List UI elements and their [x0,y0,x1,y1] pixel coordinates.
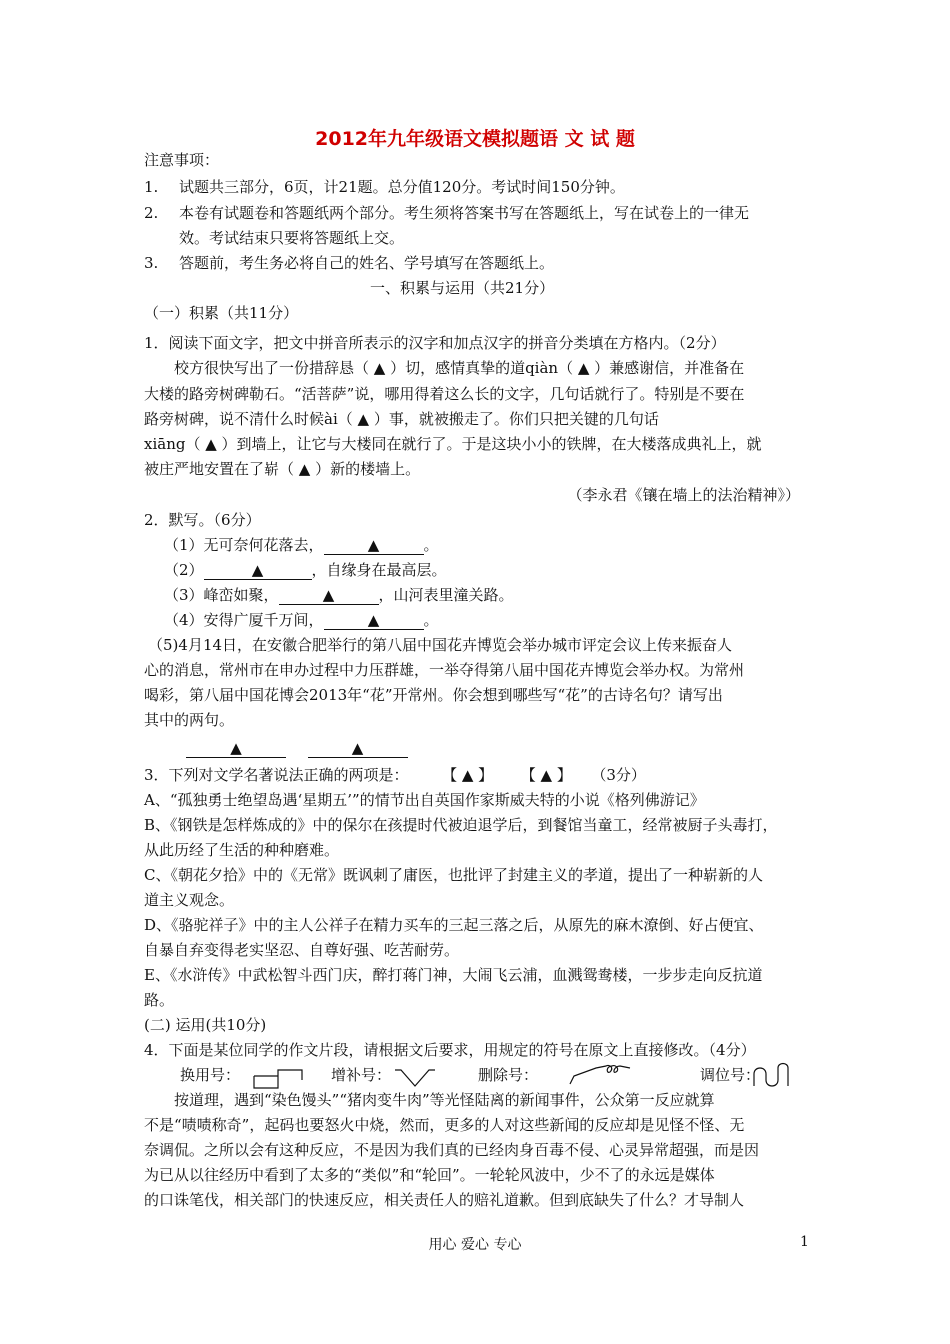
question-1-text: 大楼的路旁树碑勒石。“活菩萨”说，哪用得着这么长的文字，几句话就行了。特别是不要在 [144,385,745,403]
section-heading: 一、积累与运用（共21分） [370,279,555,297]
question-3-row [144,765,646,785]
notice-item-text: 答题前，考生务必将自己的姓名、学号填写在答题纸上。 [179,254,555,272]
question-4-text: 的口诛笔伐，相关部门的快速反应，相关责任人的赔礼道歉。但到底缺失了什么？才导制人 [144,1191,745,1209]
notice-item-text: 试题共三部分，6页，计21题。总分值120分。考试时间150分钟。 [179,178,625,196]
question-4-stem: 4．下面是某位同学的作文片段，请根据文后要求，用规定的符号在原文上直接修改。（4分） [144,1041,756,1059]
option-text: E、《水浒传》中武松智斗西门庆，醉打蒋门神，大闹飞云浦，血溅鸳鸯楼，一步步走向反抗道 [144,966,763,984]
question-1-stem: 1．阅读下面文字，把文中拼音所表示的汉字和加点汉字的拼音分类填在方格内。（2分） [144,334,726,352]
question-2-stem: 2．默写。（6分） [144,511,261,529]
notice-item [144,203,750,223]
option-text: B、《钢铁是怎样炼成的》中的保尔在孩提时代被迫退学后，到餐馆当童工，经常被厨子头毒打， [144,816,778,834]
question-1-text: 路旁树碑，说不清什么时候ài（ ▲ ）事，就被搬走了。你们只把关键的几句话 [144,410,659,428]
insert-symbol-icon [393,1068,437,1090]
subsection-heading: (二) 运用(共10分) [144,1016,267,1034]
option-text: 从此历经了生活的种种磨难。 [144,841,340,859]
answer-blank[interactable]: ▲ [324,611,424,630]
question-2-item5-text: 心的消息，常州市在申办过程中力压群雄，一举夺得第八届中国花卉博览会举办权。为常州 [144,661,745,679]
option-text: A、“孤独勇士绝望岛遇‘星期五’”的情节出自英国作家斯威夫特的小说《格列佛游记》 [144,791,705,809]
notice-item-number: 1. [144,178,159,196]
option-text: 自暴自弃变得老实坚忍、自尊好强、吃苦耐劳。 [144,941,460,959]
question-4-text: 不是“啧啧称奇”，起码也要怒火中烧，然而，更多的人对这些新闻的反应却是见怪不怪、无 [144,1116,745,1134]
question-4-text: 为已从以往经历中看到了太多的“类似”和“轮回”。一轮轮风波中，少不了的永远是媒体 [144,1166,715,1184]
symbol-label: 删除号： [478,1066,539,1084]
answer-bracket[interactable]: 【 ▲ 】 [442,766,494,784]
question-2-item5-text: 其中的两句。 [144,711,235,729]
dictation-item [164,610,439,630]
option-text: 道主义观念。 [144,891,235,909]
dictation-prefix: （2） [164,561,204,579]
notice-item [144,253,555,273]
symbol-label: 增补号： [331,1066,392,1084]
question-3-stem: 3．下列对文学名著说法正确的两项是： [144,766,409,784]
symbol-label: 调位号： [700,1066,761,1084]
page-footer: 用心 爱心 专心 [428,1237,522,1253]
answer-blank[interactable]: ▲ [279,586,379,605]
notice-item [144,177,625,197]
answer-blank[interactable]: ▲ [204,561,312,580]
answer-blank-row [186,738,408,758]
notice-item-text: 本卷有试题卷和答题纸两个部分。考生须将答案书写在答题纸上，写在试卷上的一律无 [179,204,750,222]
notice-item-number: 3. [144,254,159,272]
dictation-item [164,585,514,605]
notice-item-continuation: 效。考试结束只要将答题纸上交。 [179,229,405,247]
question-4-text: 奈调侃。之所以会有这种反应，不是因为我们真的已经肉身百毒不侵、心灵异常超强，而是因 [144,1141,760,1159]
symbol-label: 换用号： [180,1066,241,1084]
subsection-heading: （一）积累（共11分） [144,304,299,322]
dictation-prefix: （1）无可奈何花落去， [164,536,324,554]
question-1-text: 被庄严地安置在了崭（ ▲ ）新的楼墙上。 [144,460,421,478]
dictation-prefix: （4）安得广厦千万间， [164,611,324,629]
notice-item-number: 2. [144,204,159,222]
notice-heading: 注意事项： [144,151,220,169]
option-text: 路。 [144,991,175,1009]
page-number: 1 [800,1234,809,1250]
reposition-symbol-icon [752,1060,808,1090]
page-title: 2012年九年级语文模拟题语 文 试 题 [315,128,635,150]
dictation-suffix: ，山河表里潼关路。 [378,586,514,604]
answer-blank[interactable]: ▲ [186,739,286,758]
swap-symbol-icon [252,1066,304,1092]
question-4-text: 按道理，遇到“染色馒头”“猪肉变牛肉”等光怪陆离的新闻事件，公众第一反应就算 [144,1091,715,1109]
question-1-text: xiāng（ ▲ ）到墙上，让它与大楼同在就行了。于是这块小小的铁牌，在大楼落成典礼上，就 [144,435,762,453]
question-2-item5-text: 喝彩，第八届中国花博会2013年“花”开常州。你会想到哪些写“花”的古诗名句？请写出 [144,686,723,704]
option-text: D、《骆驼祥子》中的主人公祥子在精力买车的三起三落之后，从原先的麻木潦倒、好占便宜、 [144,916,764,934]
answer-blank[interactable]: ▲ [324,536,424,555]
dictation-suffix: 。 [423,611,439,629]
dictation-item [164,560,447,580]
question-3-score: （3分） [591,766,646,784]
question-1-text: 校方很快写出了一份措辞恳（ ▲ ）切，感情真挚的道qiàn（ ▲ ）兼感谢信，并准备在 [144,359,745,377]
answer-blank[interactable]: ▲ [308,739,408,758]
question-1-source: （李永君《镶在墙上的法治精神》） [567,486,800,504]
dictation-prefix: （3）峰峦如聚， [164,586,279,604]
option-text: C、《朝花夕拾》中的《无常》既讽刺了庸医，也批评了封建主义的孝道，提出了一种崭新的人 [144,866,763,884]
delete-symbol-icon [566,1062,636,1088]
answer-bracket[interactable]: 【 ▲ 】 [520,766,572,784]
question-2-item5-text: （5)4月14日，在安徽合肥举行的第八届中国花卉博览会举办城市评定会议上传来振奋人 [148,636,733,654]
dictation-suffix: 。 [423,536,439,554]
dictation-suffix: ，自缘身在最高层。 [311,561,447,579]
dictation-item [164,535,439,555]
